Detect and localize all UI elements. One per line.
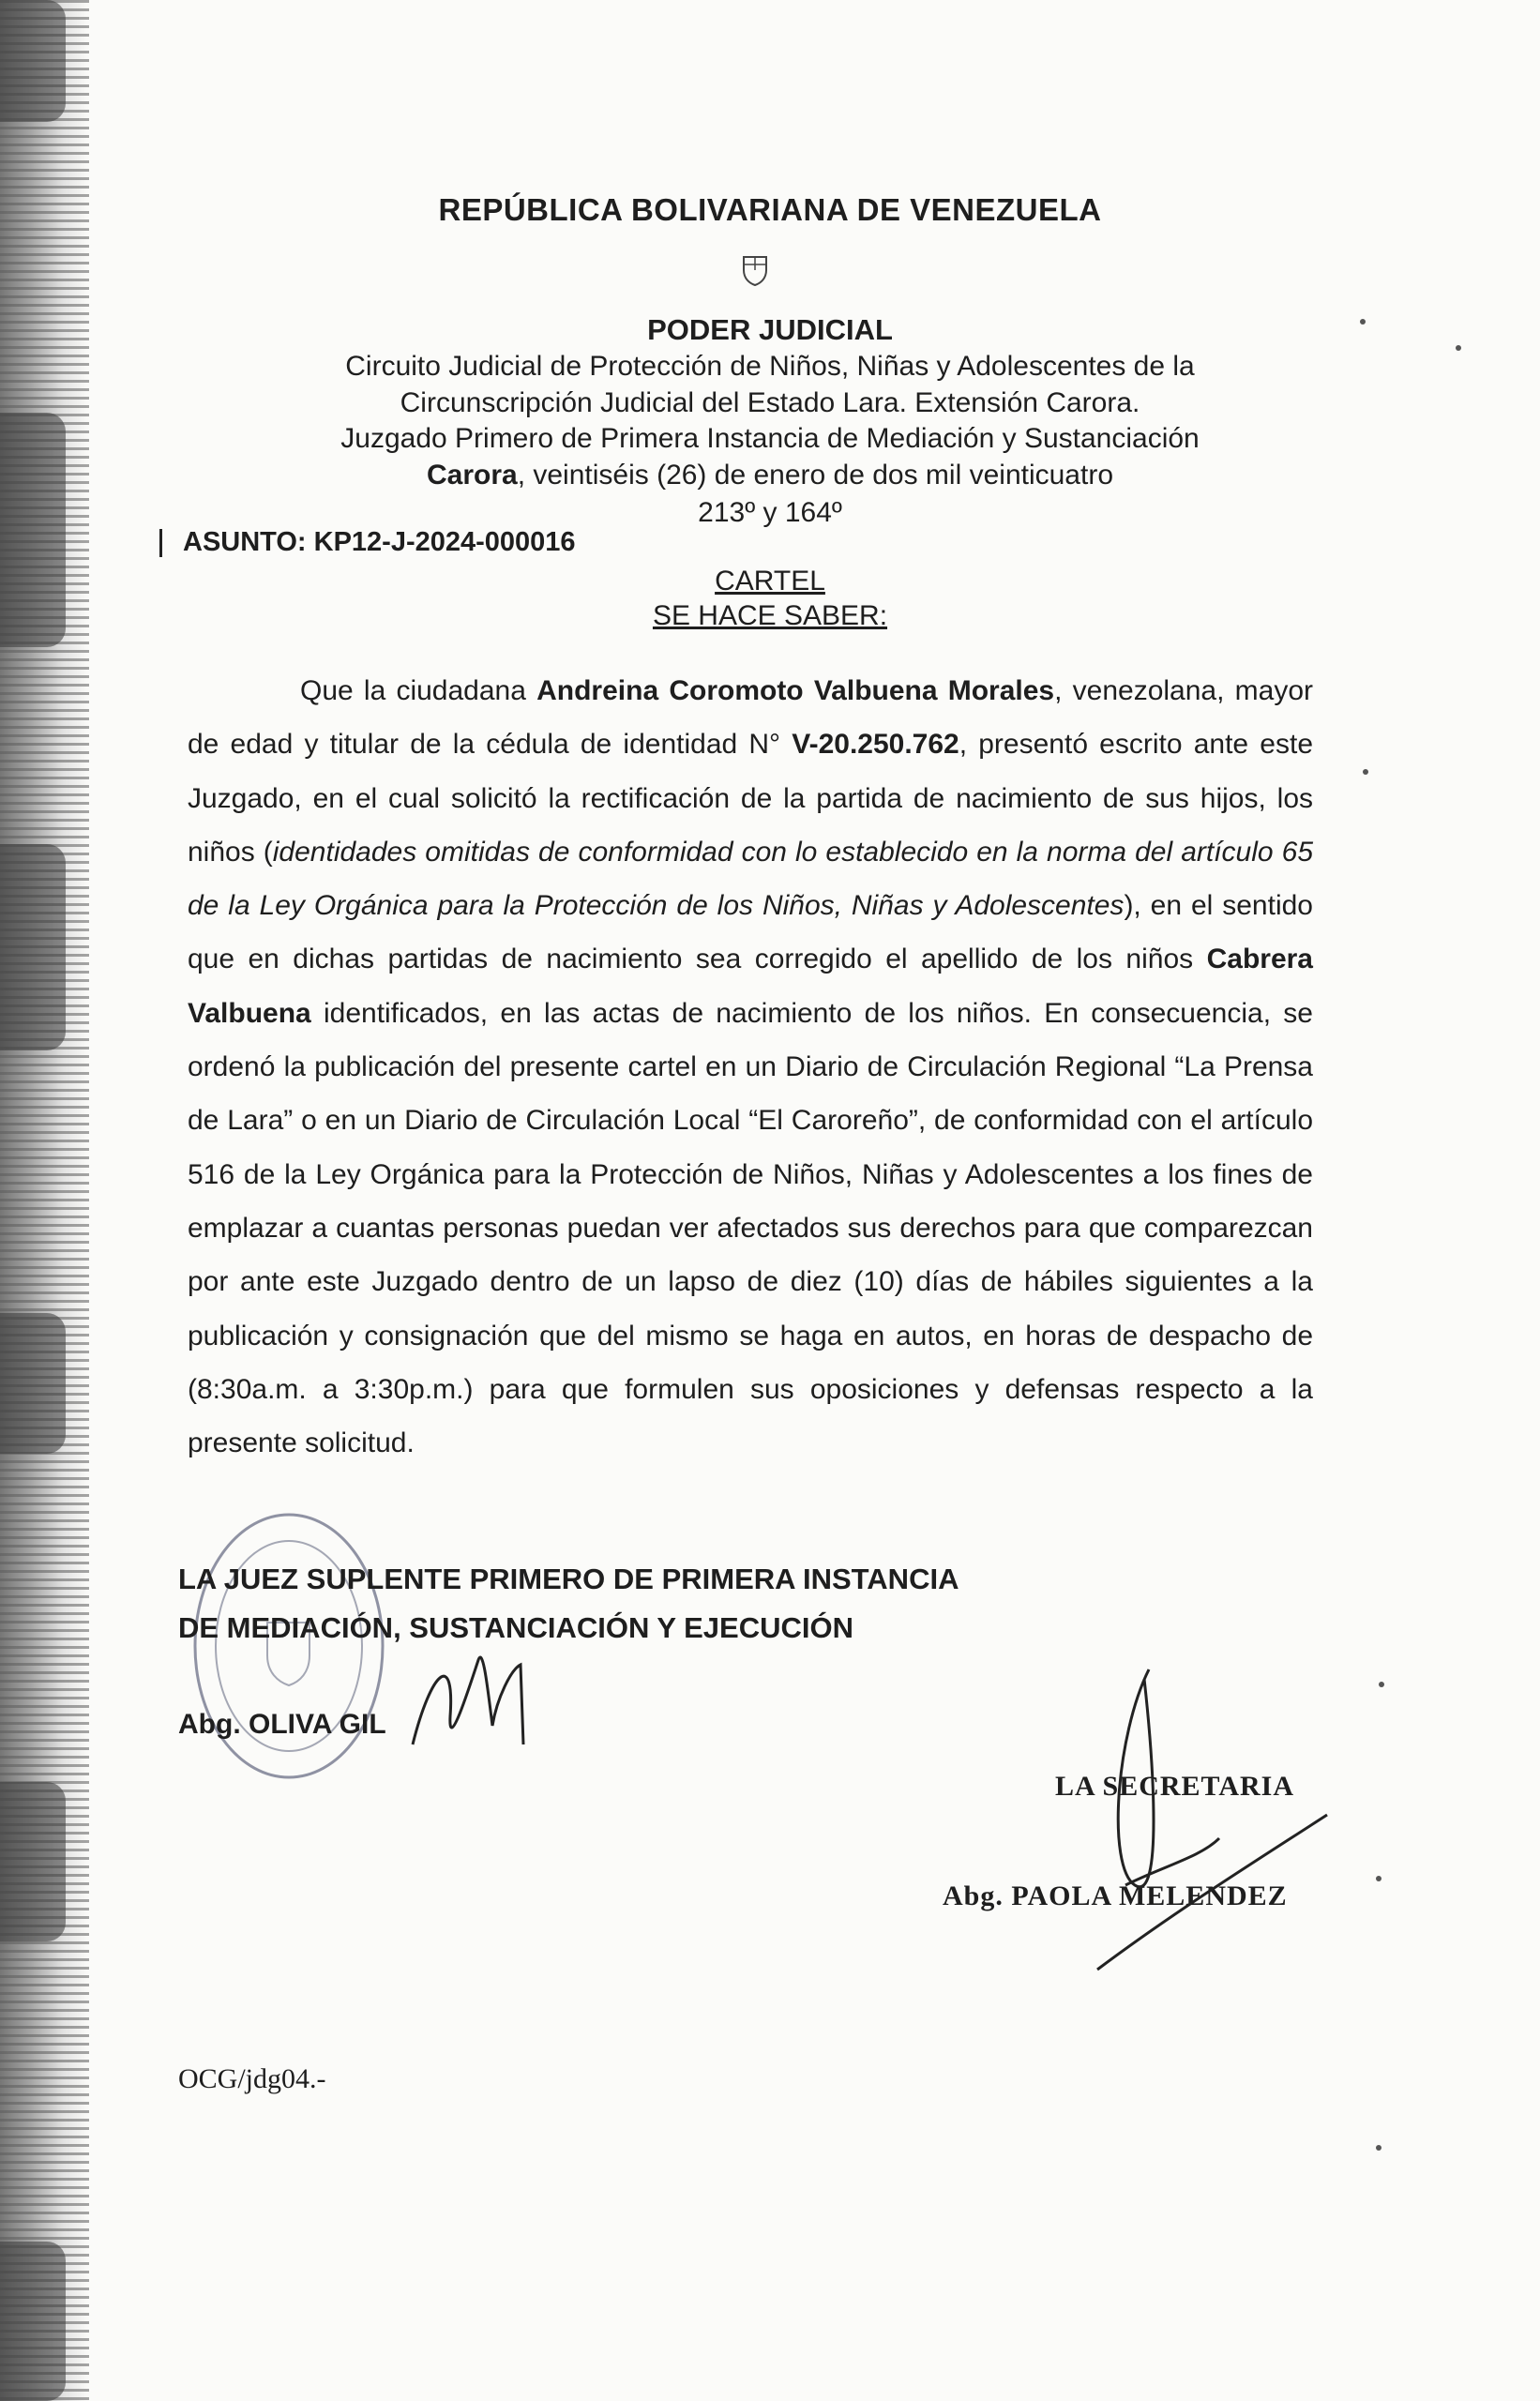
secretary-signature: [1060, 1651, 1341, 1988]
scan-blot: [0, 844, 66, 1050]
header-power: PODER JUDICIAL: [647, 313, 893, 346]
omitted-identities-note: identidades omitidas de conformidad con lo establecido en la norma del artículo 65 de la Ley Orgánica para la Protección de los Niños, Niñas y Adolescentes: [188, 836, 1314, 922]
secretary-name: Abg. PAOLA MELENDEZ: [943, 1880, 1288, 1911]
judge-name: Abg. OLIVA GIL: [178, 1709, 386, 1740]
header-circumscription-line: Circunscripción Judicial del Estado Lara. Extensión Carora.: [400, 387, 1140, 418]
secretary-title: LA SECRETARIA: [1055, 1771, 1295, 1802]
judge-signature: [403, 1632, 553, 1773]
header-circuit-line: Circuito Judicial de Protección de Niños, Niñas y Adolescentes de la: [345, 351, 1195, 382]
case-number: ASUNTO: KP12-J-2024-000016: [183, 527, 576, 557]
body-text-5: identificados, en las actas de nacimiento de los niños. En consecuencia, se ordenó la publicación del presente cartel en un Diario de Circulación Regional “La Prensa de Lara” o en un Diario de Circulación Local “El Caroreño”, de conformidad con el artículo 516 de la Ley Orgánica para la Protección de Niños, Niñas y Adolescentes a los fines de emplazar a cuantas personas puedan ver afectados sus derechos para que comparezcan por ante este Juzgado dentro de un lapso de diez (10) días de hábiles siguientes a la publicación y consignación que del mismo se haga en autos, en horas de despacho de (8:30a.m. a 3:30p.m.) para que formulen sus oposiciones y defensas respecto a la presente solicitud.: [188, 997, 1313, 1459]
body-paragraph: [188, 664, 1313, 1470]
body-text-3: , presentó escrito ante este Juzgado, en el cual solicitó la rectificación de la partida de nacimiento de sus hijos, los niños (: [188, 729, 1314, 868]
header-date-line: [0, 460, 1540, 491]
body-text-4: ), en el sentido que en dichas partidas de nacimiento sea corregido el apellido de los niños: [188, 890, 1313, 975]
id-number: V-20.250.762: [792, 729, 959, 761]
children-surname: Cabrera Valbuena: [188, 944, 1313, 1029]
judge-title-line-1: LA JUEZ SUPLENTE PRIMERO DE PRIMERA INSTANCIA: [178, 1563, 959, 1595]
case-number-line: [159, 527, 576, 558]
scan-blot: [0, 1313, 66, 1454]
scan-speck: [1363, 769, 1368, 775]
coat-of-arms-icon: [736, 251, 774, 289]
judge-title: [178, 1555, 959, 1653]
body-text-1: Que la ciudadana: [300, 675, 537, 706]
header-years: 213º y 164º: [698, 497, 842, 528]
scan-speck: [1379, 1682, 1384, 1687]
header-date: , veintiséis (26) de enero de dos mil veinticuatro: [517, 460, 1114, 491]
body-text-2: , venezolana, mayor de edad y titular de la cédula de identidad N°: [188, 675, 1313, 761]
citizen-name: Andreina Coromoto Valbuena Morales: [536, 675, 1055, 706]
header-country: REPÚBLICA BOLIVARIANA DE VENEZUELA: [438, 192, 1102, 227]
header-city: Carora: [426, 460, 518, 491]
judge-title-line-2: DE MEDIACIÓN, SUSTANCIACIÓN Y EJECUCIÓN: [178, 1611, 853, 1644]
margin-mark: [159, 529, 162, 557]
scan-blot: [0, 2242, 66, 2401]
scan-blot: [0, 0, 66, 122]
scan-speck: [1376, 1876, 1381, 1881]
document-subtitle: SE HACE SABER:: [652, 600, 888, 631]
scan-blot: [0, 1782, 66, 1941]
document-title: CARTEL: [715, 566, 825, 596]
scan-speck: [1376, 2145, 1381, 2151]
header-court-line: Juzgado Primero de Primera Instancia de Mediación y Sustanciación: [340, 423, 1200, 454]
document-reference: OCG/jdg04.-: [178, 2063, 326, 2094]
